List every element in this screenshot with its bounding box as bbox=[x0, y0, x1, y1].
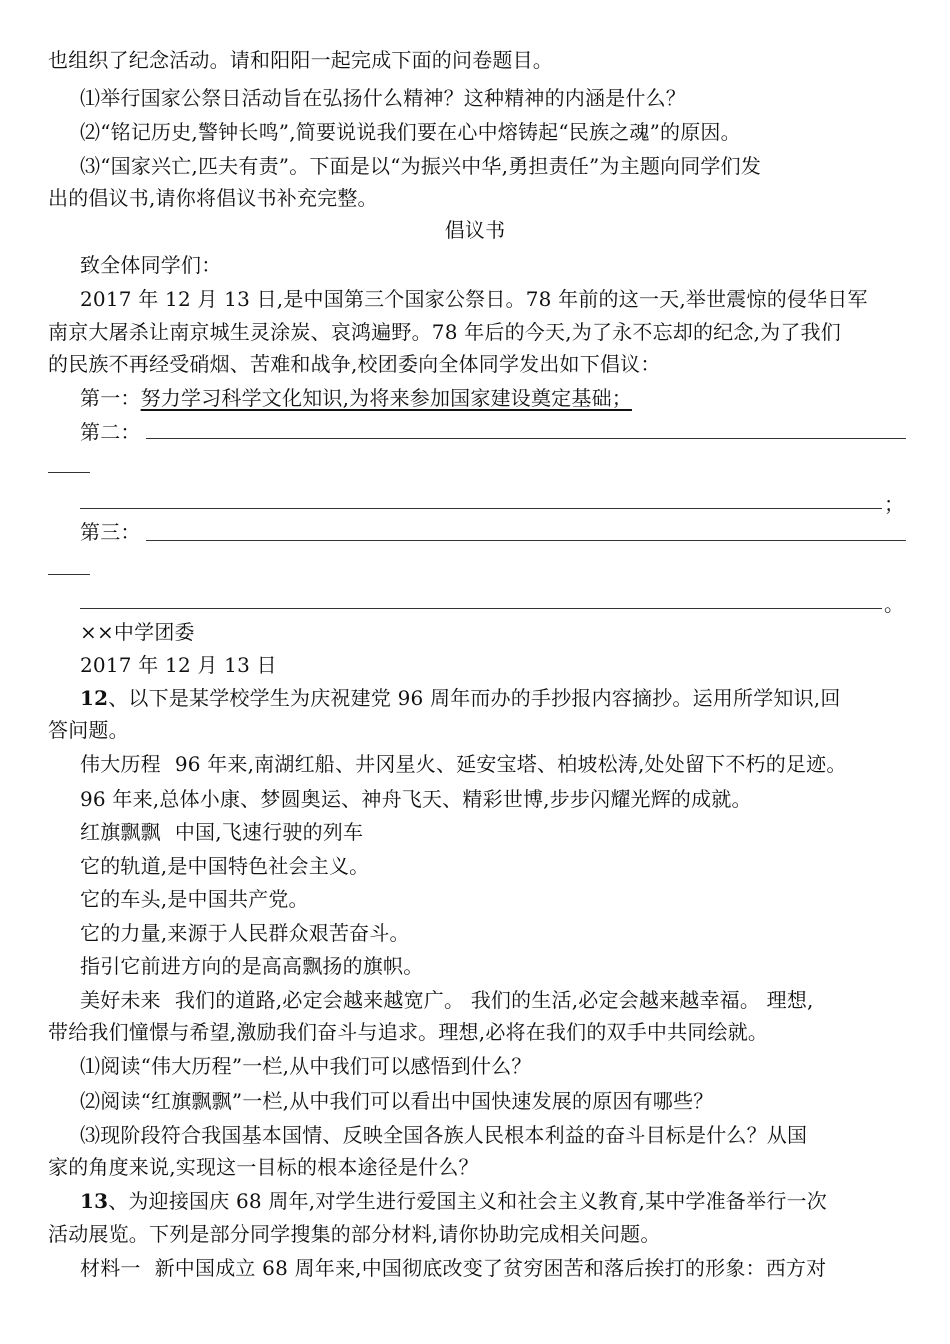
q12-section1-text1: 96 年来,南湖红船、井冈星火、延安宝塔、柏坡松涛,处处留下不朽的足迹。 bbox=[174, 752, 847, 776]
q13-material1 bbox=[80, 1254, 908, 1282]
first-answer: 努力学习科学文化知识,为将来参加国家建设奠定基础； bbox=[140, 386, 632, 410]
q12-section3-text1: 我们的道路,必定会越来越宽广。 我们的生活,必定会越来越幸福。 理想, bbox=[174, 988, 814, 1012]
third-end-mark: 。 bbox=[884, 592, 904, 616]
first-label: 第一： bbox=[80, 386, 141, 410]
proposal-first-item bbox=[80, 384, 908, 412]
second-label: 第二： bbox=[80, 420, 141, 444]
q12-section2-line3: 它的车头,是中国共产党。 bbox=[80, 887, 309, 911]
q13-material1-text: 新中国成立 68 周年来,中国彻底改变了贫穷困苦和落后挨打的形象：西方对 bbox=[154, 1256, 827, 1280]
q13-number: 13 bbox=[80, 1189, 109, 1213]
q12-sub3-line2: 家的角度来说,实现这一目标的根本途径是什么？ bbox=[48, 1155, 479, 1179]
q12-section3-line1 bbox=[80, 986, 908, 1014]
third-label: 第三： bbox=[80, 520, 141, 544]
q12-section1-line1 bbox=[80, 750, 908, 778]
q12-section1-title: 伟大历程 bbox=[80, 752, 161, 776]
q12-section1-line2: 96 年来,总体小康、梦圆奥运、神舟飞天、精彩世博,步步闪耀光辉的成就。 bbox=[80, 787, 752, 811]
second-answer-line-1 bbox=[146, 438, 906, 439]
proposal-body-line2: 南京大屠杀让南京城生灵涂炭、哀鸿遍野。78 年后的今天,为了永不忘却的纪念,为了我们 bbox=[48, 320, 841, 344]
q12-stem-line2: 答问题。 bbox=[48, 718, 129, 742]
q12-sub2: ⑵阅读“红旗飘飘”一栏,从中我们可以看出中国快速发展的原因有哪些？ bbox=[80, 1089, 714, 1113]
proposal-body-line3: 的民族不再经受硝烟、苦难和战争,校团委向全体同学发出如下倡议： bbox=[48, 352, 661, 376]
q12-sub1: ⑴阅读“伟大历程”一栏,从中我们可以感悟到什么？ bbox=[80, 1054, 532, 1078]
proposal-title: 倡议书 bbox=[444, 218, 506, 242]
q12-sub3-line1: ⑶现阶段符合我国基本国情、反映全国各族人民根本利益的奋斗目标是什么？从国 bbox=[80, 1123, 808, 1147]
q13-stem-line2: 活动展览。下列是部分同学搜集的部分材料,请你协助完成相关问题。 bbox=[48, 1222, 661, 1246]
q12-section2-text1: 中国,飞速行驶的列车 bbox=[174, 820, 364, 844]
intro-line: 也组织了纪念活动。请和阳阳一起完成下面的问卷题目。 bbox=[48, 48, 553, 72]
q12-section2-line5: 指引它前进方向的是高高飘扬的旗帜。 bbox=[80, 954, 424, 978]
second-answer-line-2 bbox=[48, 472, 90, 473]
q12-section2-line1 bbox=[80, 818, 908, 846]
third-answer-line-3 bbox=[80, 608, 882, 609]
q11-sub3-line2: 出的倡议书,请你将倡议书补充完整。 bbox=[48, 186, 378, 210]
third-answer-line-2 bbox=[48, 574, 90, 575]
q12-section3-line2: 带给我们憧憬与希望,激励我们奋斗与追求。理想,必将在我们的双手中共同绘就。 bbox=[48, 1020, 769, 1044]
q12-section2-line2: 它的轨道,是中国特色社会主义。 bbox=[80, 854, 370, 878]
second-end-mark: ； bbox=[884, 492, 904, 516]
third-answer-line-1 bbox=[146, 540, 906, 541]
q11-sub2: ⑵“铭记历史,警钟长鸣”,简要说说我们要在心中熔铸起“民族之魂”的原因。 bbox=[80, 120, 741, 144]
q12-number: 12 bbox=[80, 686, 109, 710]
q12-stem-text: 、以下是某学校学生为庆祝建党 96 周年而办的手抄报内容摘抄。运用所学知识,回 bbox=[108, 686, 841, 710]
q11-sub1: ⑴举行国家公祭日活动旨在弘扬什么精神？这种精神的内涵是什么？ bbox=[80, 86, 686, 110]
proposal-greeting: 致全体同学们： bbox=[80, 253, 222, 277]
q12-stem-line1 bbox=[80, 684, 908, 712]
q13-stem-line1 bbox=[80, 1187, 908, 1215]
proposal-date: 2017 年 12 月 13 日 bbox=[80, 653, 277, 677]
q13-stem-text: 、为迎接国庆 68 周年,对学生进行爱国主义和社会主义教育,某中学准备举行一次 bbox=[108, 1189, 827, 1213]
q12-section2-line4: 它的力量,来源于人民群众艰苦奋斗。 bbox=[80, 921, 410, 945]
proposal-signature: ××中学团委 bbox=[80, 620, 195, 644]
q12-section2-title: 红旗飘飘 bbox=[80, 820, 161, 844]
q13-material1-label: 材料一 bbox=[80, 1256, 141, 1280]
q11-sub3-line1: ⑶“国家兴亡,匹夫有责”。下面是以“为振兴中华,勇担责任”为主题向同学们发 bbox=[80, 154, 762, 178]
second-answer-line-3 bbox=[80, 508, 882, 509]
proposal-body-line1: 2017 年 12 月 13 日,是中国第三个国家公祭日。78 年前的这一天,举世震惊的侵华日军 bbox=[80, 287, 868, 311]
q12-section3-title: 美好未来 bbox=[80, 988, 161, 1012]
